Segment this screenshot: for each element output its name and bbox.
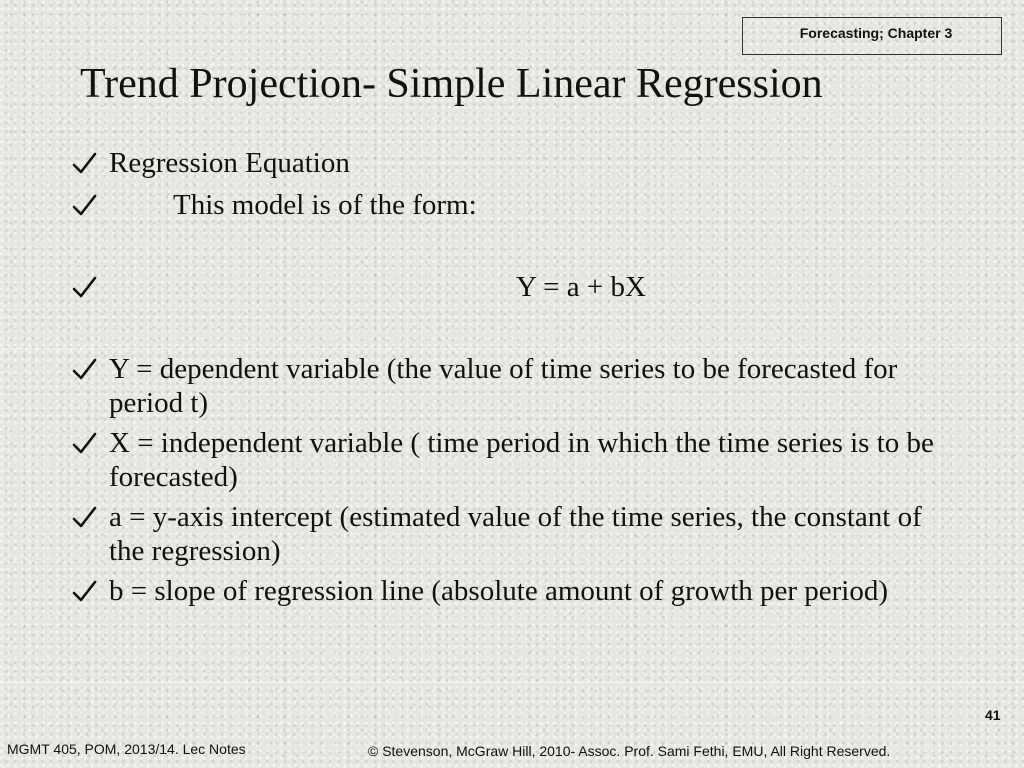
bullet-text: Y = dependent variable (the value of time series to be forecasted for period t) <box>109 353 898 419</box>
bullet-text: This model is of the form: <box>173 189 477 221</box>
checkmark-icon <box>72 506 98 530</box>
regression-equation: Y = a + bX <box>516 271 646 303</box>
page-number: 41 <box>985 707 1001 723</box>
checkmark-icon <box>72 194 98 218</box>
copyright-footer: © Stevenson, McGraw Hill, 2010- Assoc. Prof. Sami Fethi, EMU, All Right Reserved. <box>368 743 891 759</box>
checkmark-icon <box>72 276 98 300</box>
bullet-text: Regression Equation <box>109 147 350 179</box>
checkmark-icon <box>72 152 98 176</box>
bullet-text: b = slope of regression line (absolute amount of growth per period) <box>109 575 889 607</box>
checkmark-icon <box>72 358 98 382</box>
bullet-text: X = independent variable ( time period in which the time series is to be forecasted) <box>109 427 971 493</box>
chapter-label: Forecasting; Chapter 3 <box>799 25 953 41</box>
texture-divider <box>0 348 1024 349</box>
texture-divider <box>0 682 1024 683</box>
course-footer: MGMT 405, POM, 2013/14. Lec Notes <box>7 741 246 757</box>
slide-title: Trend Projection- Simple Linear Regression <box>80 61 823 107</box>
bullet-text: a = y-axis intercept (estimated value of the time series, the constant of the regression) <box>109 501 922 567</box>
checkmark-icon <box>72 432 98 456</box>
chapter-label-box <box>742 17 1002 55</box>
checkmark-icon <box>72 580 98 604</box>
